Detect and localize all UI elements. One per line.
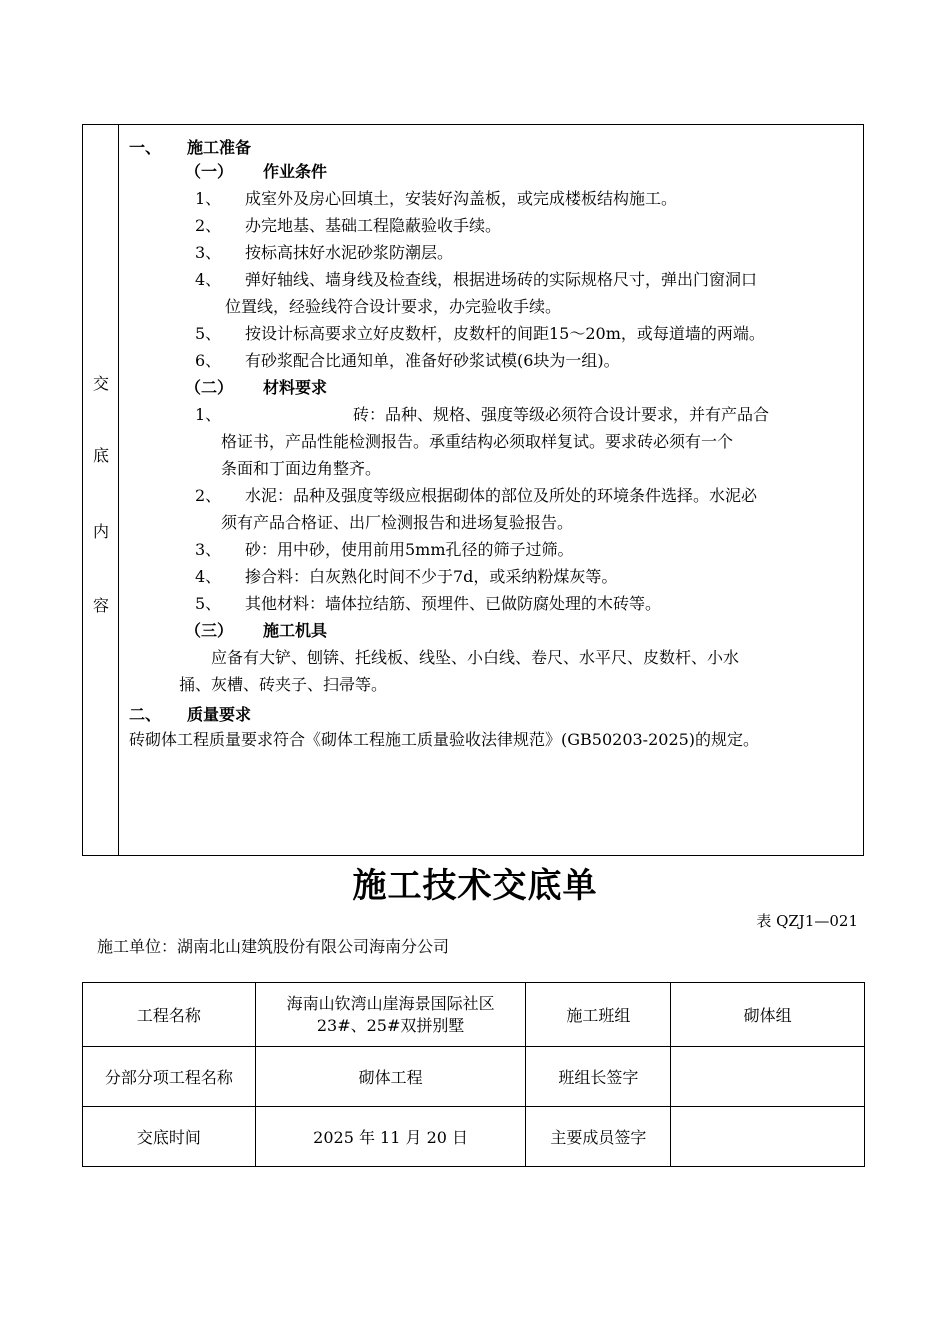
page-title: 施工技术交底单 [352,866,598,906]
item-num: 4、 [195,567,222,586]
leader-signature-label: 班组长签字 [526,1047,671,1107]
item-text: 掺合料：白灰熟化时间不少于7d，或采纳粉煤灰等。 [245,567,618,586]
list-item [195,401,769,428]
sub1-title: 作业条件 [263,162,328,181]
item-text: 按设计标高要求立好皮数杆，皮数杆的间距15～20m，或每道墙的两端。 [245,324,765,343]
list-item [195,320,765,347]
list-item [195,482,757,509]
item-text: 按标高抹好水泥砂浆防潮层。 [245,243,454,262]
section2-num: 二、 [129,705,162,724]
item-num: 3、 [195,540,222,559]
side-label-column [83,125,119,855]
item-text-continued: 条面和丁面边角整齐。 [221,459,382,478]
sub2-title: 材料要求 [263,378,328,397]
item-num: 5、 [195,324,222,343]
item-text: 砖：品种、规格、强度等级必须符合设计要求，并有产品合 [353,405,770,424]
item-text-continued: 须有产品合格证、出厂检测报告和进场复验报告。 [221,513,574,532]
leader-signature-field[interactable] [671,1047,865,1107]
table-row [83,1107,865,1167]
item-text: 砂：用中砂，使用前用5mm孔径的筛子过筛。 [245,540,574,559]
sub3-heading [185,617,327,644]
disclosure-content-box [82,124,864,856]
item-num: 4、 [195,270,222,289]
item-num: 1、 [195,405,222,424]
team-label: 施工班组 [526,983,671,1047]
list-item [195,239,453,266]
table-row [83,983,865,1047]
quality-requirement-text: 砖砌体工程质量要求符合《砌体工程施工质量验收法律规范》(GB50203-2025)的规定。 [129,730,760,749]
list-item [195,185,677,212]
list-item [195,212,501,239]
item-num: 2、 [195,486,222,505]
disclosure-body [119,125,863,855]
item-text: 其他材料：墙体拉结筋、预埋件、已做防腐处理的木砖等。 [245,594,662,613]
sub1-num: （一） [185,162,234,181]
construction-unit: 施工单位：湖南北山建筑股份有限公司海南分公司 [97,937,450,956]
item-num: 5、 [195,594,222,613]
item-num: 3、 [195,243,222,262]
project-name-line: 海南山钦湾山崖海景国际社区 [286,993,495,1013]
list-item [195,266,757,293]
paragraph-line: 捅、灰槽、砖夹子、扫帚等。 [179,675,388,694]
item-text: 办完地基、基础工程隐蔽验收手续。 [245,216,502,235]
list-item [195,536,574,563]
paragraph-line: 应备有大铲、刨锛、托线板、线坠、小白线、卷尺、水平尺、皮数杆、小水 [211,648,740,667]
subproject-name-value: 砌体工程 [255,1047,526,1107]
sub1-heading [185,158,327,185]
side-label-char: 内 [92,522,109,541]
sub2-heading [185,374,327,401]
item-text-continued: 格证书，产品性能检测报告。承重结构必须取样复试。要求砖必须有一个 [221,432,734,451]
item-num: 2、 [195,216,222,235]
sub3-num: （三） [185,621,234,640]
list-item [195,347,620,374]
side-label-char: 容 [92,596,109,615]
form-code: 表 QZJ1—021 [756,912,858,930]
list-item [195,563,617,590]
project-name-line: 23#、25#双拼别墅 [316,1015,465,1035]
members-signature-label: 主要成员签字 [526,1107,671,1167]
section2-heading [129,701,251,728]
subproject-name-label: 分部分项工程名称 [83,1047,256,1107]
table-row [83,1047,865,1107]
members-signature-field[interactable] [671,1107,865,1167]
item-text-continued: 位置线，经验线符合设计要求，办完验收手续。 [225,297,562,316]
item-text: 水泥：品种及强度等级应根据砌体的部位及所处的环境条件选择。水泥必 [245,486,758,505]
info-table [82,982,865,1167]
sub2-num: （二） [185,378,234,397]
sub3-title: 施工机具 [263,621,328,640]
team-value: 砌体组 [671,983,865,1047]
project-name-value [255,983,526,1047]
side-label-char: 交 [92,374,109,393]
item-num: 6、 [195,351,222,370]
section1-num: 一、 [129,138,162,157]
section1-heading [129,134,251,161]
disclosure-date-value: 2025 年 11 月 20 日 [255,1107,526,1167]
list-item [195,590,661,617]
item-text: 弹好轴线、墙身线及检查线，根据进场砖的实际规格尺寸，弹出门窗洞口 [245,270,758,289]
section1-title: 施工准备 [187,138,252,157]
item-num: 1、 [195,189,222,208]
item-text: 成室外及房心回填土，安装好沟盖板，或完成楼板结构施工。 [245,189,678,208]
section2-title: 质量要求 [187,705,252,724]
project-name-label: 工程名称 [83,983,256,1047]
disclosure-date-label: 交底时间 [83,1107,256,1167]
item-text: 有砂浆配合比通知单，准备好砂浆试模(6块为一组)。 [245,351,620,370]
side-label-char: 底 [92,446,109,465]
